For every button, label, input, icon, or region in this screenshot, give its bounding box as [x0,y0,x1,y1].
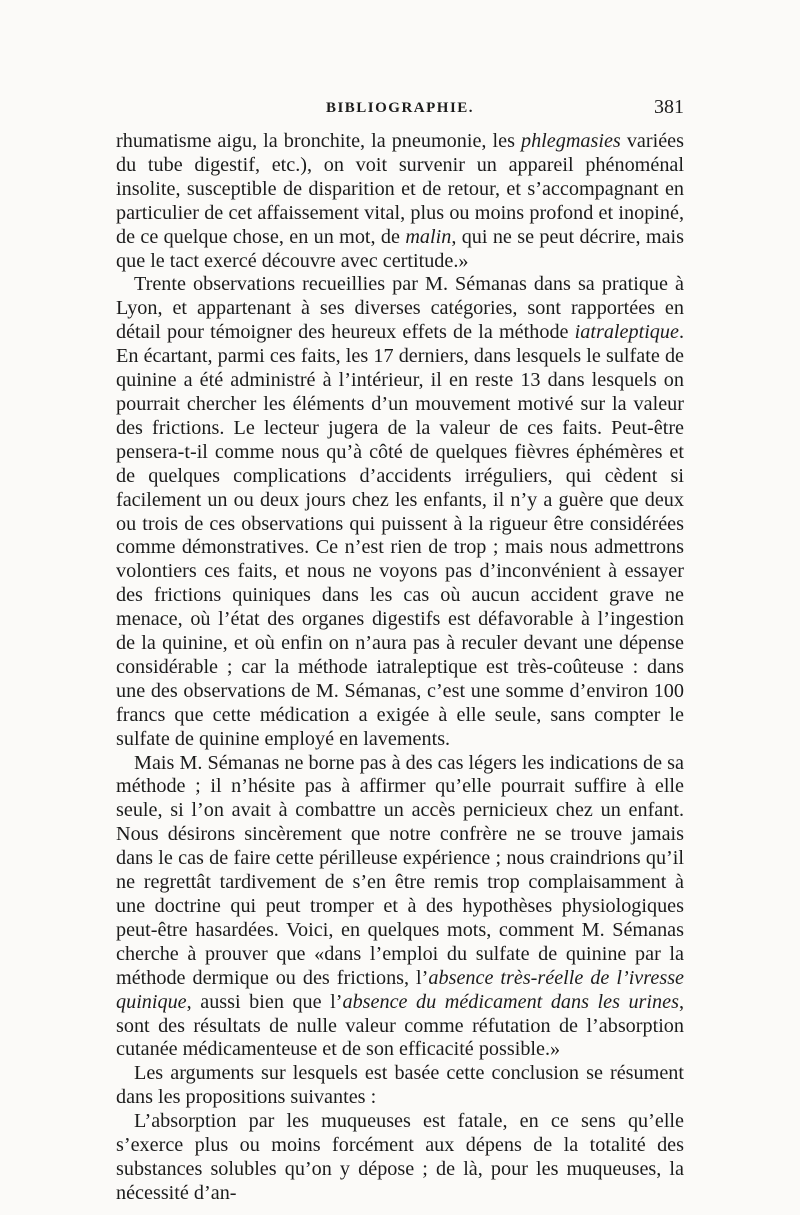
paragraph-text: Mais M. Sémanas ne borne pas à des cas légers les indications de sa méthode ; il n’hésite pas à affirmer qu’elle pourrait suffire à elle seule, si l’on avait à combattre un accès pernicieux chez un enfant. Nous désirons sincèrement que notre confrère ne se trouve jamais dans le cas de faire cette périlleuse expérience ; nous craindrions qu’il ne regrettât tardivement de s’en être remis trop complaisamment à une doctrine qui peut tromper et à des hypothèses physiologiques peut-être hasardées. Voici, en quelques mots, comment M. Sémanas cherche à prouver que «dans l’emploi du sulfate de quinine par la méthode dermique ou des frictions, l’ [116,751,684,989]
italic-text: absence très-réelle de l’ivresse quinique [116,966,685,1013]
paragraph-text: , qui ne se peut décrire, mais que le tact exercé découvre avec certitude.» [116,225,684,272]
paragraph-text: , sont des résultats de nulle valeur comme réfutation de l’absorption cutanée médicamenteuse et de son efficacité possible.» [116,990,684,1061]
italic-text: malin [405,225,452,248]
running-head [116,96,684,130]
paragraph-text: variées du tube digestif, etc.), on voit survenir un appareil phénoménal insolite, susceptible de disparition et de retour, et s’accompagnant en particulier de cet affaissement vital, plus ou moins profond et inopiné, de ce quelque chose, en un mot, de [116,130,684,248]
paragraph [116,752,684,1063]
paragraph [116,1110,684,1206]
running-head-title: BIBLIOGRAPHIE. [325,100,475,116]
paragraph-text: rhumatisme aigu, la bronchite, la pneumonie, les [116,130,521,152]
paragraph [116,130,684,273]
paragraph [116,273,684,751]
page-number: 381 [654,96,684,118]
paragraph-text: Les arguments sur lesquels est basée cette conclusion se résument dans les propositions suivantes : [116,1062,684,1109]
book-page [116,96,685,1206]
body-text [116,130,684,1206]
italic-text: absence du médicament dans les urines [342,990,679,1013]
italic-text: iatraleptique [574,321,679,344]
paragraph-text: L’absorption par les muqueuses est fatale, en ce sens qu’elle s’exerce plus ou moins forcément aux dépens de la totalité des substances solubles qu’on y dépose ; de là, pour les muqueuses, la nécessité d’an- [116,1110,684,1204]
paragraph-text: . En écartant, parmi ces faits, les 17 derniers, dans lesquels le sulfate de quinine a été administré à l’intérieur, il en reste 13 dans lesquels on pourrait chercher les éléments d’un mouvement motivé sur la valeur des frictions. Le lecteur jugera de la valeur de ces faits. Peut-être pensera-t-il comme nous qu’à côté de quelques fièvres éphémères et de quelques complications d’accidents irréguliers, qui cèdent si facilement un ou deux jours chez les enfants, il n’y a guère que deux ou trois de ces observations qui puissent à la rigueur être considérées comme démonstratives. Ce n’est rien de trop ; mais nous admettrons volontiers ces faits, et nous ne voyons pas d’inconvénient à essayer des frictions quiniques dans les cas où aucun accident grave ne menace, où l’état des organes digestifs est défavorable à l’ingestion de la quinine, et où enfin on n’aura pas à reculer devant une dépense considérable ; car la méthode iatraleptique est très-coûteuse : dans une des observations de M. Sémanas, c’est une somme d’environ 100 francs que cette médication a exigée à elle seule, sans compter le sulfate de quinine employé en lavements. [116,321,684,750]
italic-text: phlegmasies [520,130,621,152]
paragraph-text: Trente observations recueillies par M. Sémanas dans sa pratique à Lyon, et appartenant à ses diverses catégories, sont rapportées en détail pour témoigner des heureux effets de la méthode [116,273,684,344]
paragraph-text: , aussi bien que l’ [186,990,343,1013]
paragraph [116,1062,684,1110]
